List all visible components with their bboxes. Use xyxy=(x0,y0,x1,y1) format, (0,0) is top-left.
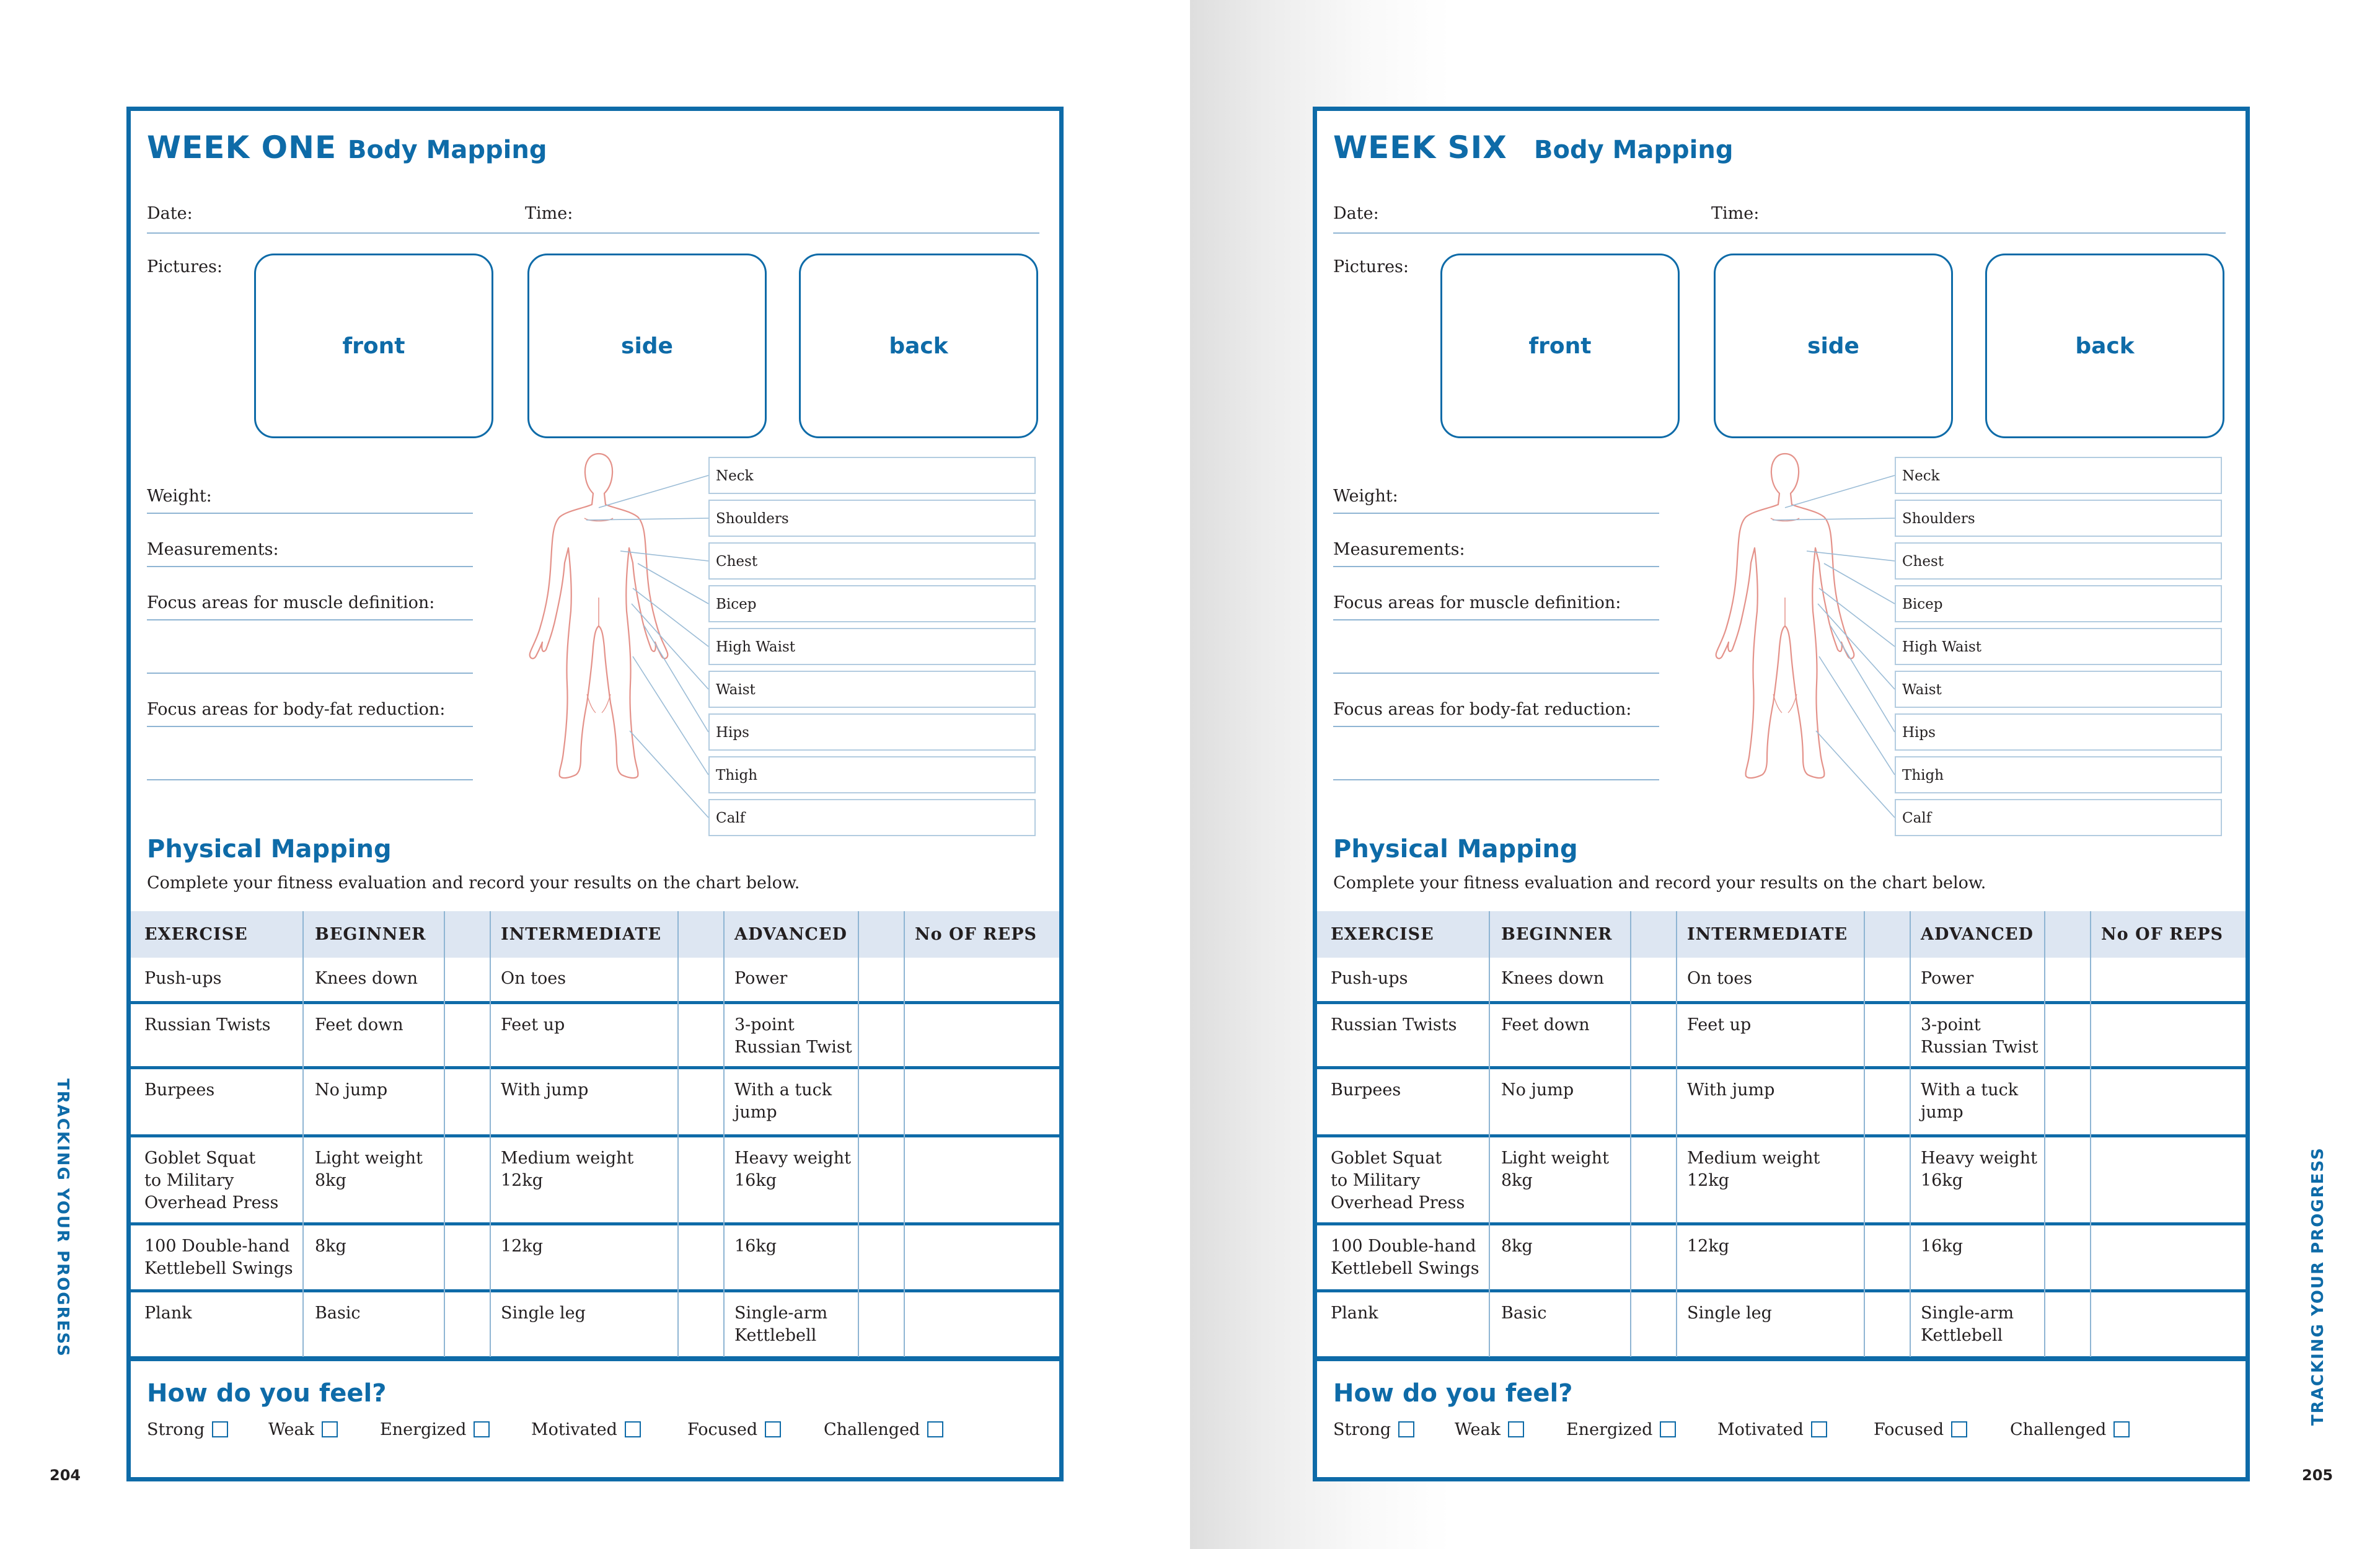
feel-checkbox[interactable] xyxy=(625,1421,641,1437)
page-number: 204 xyxy=(50,1467,81,1484)
measurement-box-neck[interactable] xyxy=(708,457,1036,494)
feel-checkbox[interactable] xyxy=(474,1421,490,1437)
advanced-reps-slot[interactable] xyxy=(2044,1069,2090,1134)
feel-checkbox[interactable] xyxy=(765,1421,781,1437)
feel-option-label: Strong xyxy=(1333,1420,1391,1439)
measurement-box-thigh[interactable] xyxy=(1895,756,2222,793)
cell-intermediate: On toes xyxy=(501,969,566,988)
bodyfat-focus-label: Focus areas for body-fat reduction: xyxy=(1333,700,1632,719)
photo-box-back[interactable] xyxy=(799,254,1038,438)
feel-option-motivated xyxy=(1717,1420,1827,1439)
cell-intermediate: Feet up xyxy=(501,1015,565,1035)
no-of-reps-slot[interactable] xyxy=(904,1004,1059,1066)
intermediate-reps-slot[interactable] xyxy=(1864,1292,1910,1356)
feel-option-focused xyxy=(687,1420,781,1439)
advanced-reps-slot[interactable] xyxy=(858,1225,904,1289)
beginner-reps-slot[interactable] xyxy=(1630,1004,1676,1066)
table-row xyxy=(1317,1069,2246,1137)
cell-advanced: jump xyxy=(1921,1103,1963,1122)
feel-checkbox[interactable] xyxy=(1508,1421,1524,1437)
no-of-reps-slot[interactable] xyxy=(904,1137,1059,1222)
intermediate-reps-slot[interactable] xyxy=(1864,1137,1910,1222)
no-of-reps-slot[interactable] xyxy=(904,958,1059,1001)
cell-advanced: 16kg xyxy=(734,1237,777,1256)
cell-intermediate: Feet up xyxy=(1687,1015,1752,1035)
cell-beginner: Feet down xyxy=(1501,1015,1590,1035)
table-row xyxy=(1317,958,2246,1004)
cell-advanced: Russian Twist xyxy=(1921,1038,2038,1057)
date-time-field[interactable] xyxy=(147,232,1039,234)
no-of-reps-slot[interactable] xyxy=(904,1069,1059,1134)
cell-exercise: Plank xyxy=(144,1304,192,1323)
cell-beginner: Feet down xyxy=(315,1015,403,1035)
cell-beginner: Basic xyxy=(1501,1304,1547,1323)
photo-box-side[interactable] xyxy=(527,254,767,438)
intermediate-reps-slot[interactable] xyxy=(677,1069,723,1134)
cell-beginner: 8kg xyxy=(1501,1237,1533,1256)
measurement-label: Shoulders xyxy=(716,511,789,527)
beginner-reps-slot[interactable] xyxy=(1630,1137,1676,1222)
advanced-reps-slot[interactable] xyxy=(2044,1137,2090,1222)
cell-advanced: Heavy weight xyxy=(734,1149,851,1168)
beginner-reps-slot[interactable] xyxy=(1630,1225,1676,1289)
muscle-field[interactable] xyxy=(147,619,473,620)
column-divider xyxy=(723,911,725,1359)
week-title: WEEK ONE xyxy=(147,130,337,165)
feel-option-label: Weak xyxy=(1455,1420,1501,1439)
bodyfat-focus-label: Focus areas for body-fat reduction: xyxy=(147,700,446,719)
cell-advanced: With a tuck xyxy=(1921,1080,2019,1100)
cell-advanced: Kettlebell xyxy=(734,1326,817,1345)
weight-field[interactable] xyxy=(147,513,473,514)
cell-exercise: Kettlebell Swings xyxy=(144,1259,293,1278)
measurement-box-neck[interactable] xyxy=(1895,457,2222,494)
feel-checkbox[interactable] xyxy=(1398,1421,1414,1437)
measurement-label: Calf xyxy=(716,810,746,826)
measurement-box-thigh[interactable] xyxy=(708,756,1036,793)
no-of-reps-slot[interactable] xyxy=(2090,1225,2246,1289)
time-label: Time: xyxy=(525,204,573,223)
physical-mapping-title: Physical Mapping xyxy=(147,835,392,863)
measurements-field[interactable] xyxy=(147,566,473,567)
date-label: Date: xyxy=(147,204,193,223)
measurement-label: Thigh xyxy=(716,767,758,783)
measurement-label: Waist xyxy=(716,682,756,698)
worksheet-frame xyxy=(126,107,1064,1481)
table-row xyxy=(131,1004,1059,1069)
cell-exercise: Kettlebell Swings xyxy=(1331,1259,1479,1278)
beginner-reps-slot[interactable] xyxy=(444,1225,490,1289)
intermediate-reps-slot[interactable] xyxy=(1864,1004,1910,1066)
cell-exercise: Push-ups xyxy=(144,969,222,988)
beginner-reps-slot[interactable] xyxy=(444,958,490,1001)
advanced-reps-slot[interactable] xyxy=(858,958,904,1001)
feel-option-challenged xyxy=(2010,1420,2130,1439)
muscle-field-line-2[interactable] xyxy=(1333,673,1659,674)
feel-checkbox[interactable] xyxy=(1951,1421,1967,1437)
no-of-reps-slot[interactable] xyxy=(904,1292,1059,1356)
measurement-label: Chest xyxy=(716,554,758,570)
no-of-reps-slot[interactable] xyxy=(904,1225,1059,1289)
measurement-box-high-waist[interactable] xyxy=(708,628,1036,665)
column-divider xyxy=(444,911,445,1359)
photo-box-label: front xyxy=(1528,333,1592,359)
feel-option-focused xyxy=(1874,1420,1967,1439)
intermediate-reps-slot[interactable] xyxy=(677,1292,723,1356)
pictures-label: Pictures: xyxy=(147,257,223,276)
date-label: Date: xyxy=(1333,204,1379,223)
measurement-box-bicep[interactable] xyxy=(708,585,1036,622)
header-reps: No OF REPS xyxy=(2101,925,2223,944)
cell-beginner: 8kg xyxy=(1501,1171,1533,1190)
table-row xyxy=(131,1292,1059,1359)
beginner-reps-slot[interactable] xyxy=(1630,958,1676,1001)
measurements-field[interactable] xyxy=(1333,566,1659,567)
table-row xyxy=(131,958,1059,1004)
cell-intermediate: On toes xyxy=(1687,969,1753,988)
measurement-box-waist[interactable] xyxy=(1895,671,2222,708)
header-exercise: EXERCISE xyxy=(1331,925,1434,944)
column-divider xyxy=(1489,911,1490,1359)
measurement-label: Bicep xyxy=(716,596,757,612)
cell-intermediate: 12kg xyxy=(501,1237,544,1256)
cell-advanced: 16kg xyxy=(1921,1237,1963,1256)
feel-option-label: Strong xyxy=(147,1420,205,1439)
column-divider xyxy=(904,911,905,1359)
physical-mapping-intro: Complete your fitness evaluation and record your results on the chart below. xyxy=(1333,873,1986,893)
cell-beginner: Light weight xyxy=(1501,1149,1609,1168)
cell-advanced: Heavy weight xyxy=(1921,1149,2037,1168)
beginner-reps-slot[interactable] xyxy=(444,1004,490,1066)
measurement-label: Shoulders xyxy=(1902,511,1975,527)
table-row xyxy=(1317,1225,2246,1292)
bodyfat-field[interactable] xyxy=(147,726,473,727)
beginner-reps-slot[interactable] xyxy=(444,1292,490,1356)
table-row xyxy=(1317,1004,2246,1069)
feel-option-strong xyxy=(147,1420,228,1439)
muscle-field[interactable] xyxy=(1333,619,1659,620)
cell-exercise: Overhead Press xyxy=(1331,1193,1465,1212)
cell-exercise: Goblet Squat xyxy=(144,1149,256,1168)
column-divider xyxy=(490,911,491,1359)
feel-option-weak xyxy=(1455,1420,1524,1439)
feel-option-label: Motivated xyxy=(531,1420,617,1439)
column-divider xyxy=(1910,911,1911,1359)
measurements-label: Measurements: xyxy=(147,540,279,559)
advanced-reps-slot[interactable] xyxy=(2044,1292,2090,1356)
cell-beginner: 8kg xyxy=(315,1171,346,1190)
measurement-label: High Waist xyxy=(716,639,796,655)
physical-mapping-title: Physical Mapping xyxy=(1333,835,1578,863)
cell-advanced: jump xyxy=(734,1103,777,1122)
measurement-box-high-waist[interactable] xyxy=(1895,628,2222,665)
cell-advanced: 16kg xyxy=(734,1171,777,1190)
measurement-label: Waist xyxy=(1902,682,1942,698)
advanced-reps-slot[interactable] xyxy=(2044,958,2090,1001)
cell-exercise: Plank xyxy=(1331,1304,1378,1323)
advanced-reps-slot[interactable] xyxy=(858,1069,904,1134)
cell-intermediate: Single leg xyxy=(1687,1304,1772,1323)
bodyfat-field[interactable] xyxy=(1333,726,1659,727)
feel-option-label: Challenged xyxy=(2010,1420,2107,1439)
page-right xyxy=(1190,0,2380,1549)
advanced-reps-slot[interactable] xyxy=(858,1292,904,1356)
weight-field[interactable] xyxy=(1333,513,1659,514)
intermediate-reps-slot[interactable] xyxy=(677,1225,723,1289)
beginner-reps-slot[interactable] xyxy=(1630,1069,1676,1134)
advanced-reps-slot[interactable] xyxy=(2044,1004,2090,1066)
feel-title: How do you feel? xyxy=(1333,1379,1573,1408)
column-divider xyxy=(2044,911,2045,1359)
feel-option-label: Motivated xyxy=(1717,1420,1804,1439)
cell-intermediate: With jump xyxy=(501,1080,589,1100)
feel-option-label: Challenged xyxy=(824,1420,920,1439)
table-row xyxy=(1317,1292,2246,1359)
bodyfat-field-line-2[interactable] xyxy=(1333,779,1659,780)
photo-box-front[interactable] xyxy=(1440,254,1680,438)
cell-intermediate: 12kg xyxy=(1687,1237,1730,1256)
feel-option-weak xyxy=(268,1420,338,1439)
column-divider xyxy=(2090,911,2091,1359)
week-title: WEEK SIX xyxy=(1333,130,1507,165)
cell-advanced: Kettlebell xyxy=(1921,1326,2003,1345)
cell-exercise: 100 Double-hand xyxy=(144,1237,290,1256)
feel-option-label: Focused xyxy=(1874,1420,1944,1439)
feel-title: How do you feel? xyxy=(147,1379,387,1408)
cell-intermediate: 12kg xyxy=(501,1171,544,1190)
measurement-box-shoulders[interactable] xyxy=(708,500,1036,537)
photo-box-label: side xyxy=(1807,333,1859,359)
feel-option-energized xyxy=(1566,1420,1676,1439)
cell-advanced: Russian Twist xyxy=(734,1038,852,1057)
worksheet-frame xyxy=(1313,107,2250,1481)
cell-exercise: to Military xyxy=(1331,1171,1421,1190)
feel-option-label: Energized xyxy=(380,1420,467,1439)
measurement-box-hips[interactable] xyxy=(1895,713,2222,751)
measurement-box-calf[interactable] xyxy=(708,799,1036,836)
measurement-box-waist[interactable] xyxy=(708,671,1036,708)
intermediate-reps-slot[interactable] xyxy=(1864,1225,1910,1289)
column-divider xyxy=(858,911,859,1359)
cell-beginner: Knees down xyxy=(1501,969,1604,988)
header-intermediate: INTERMEDIATE xyxy=(501,925,662,944)
cell-advanced: Single-arm xyxy=(734,1304,828,1323)
feel-checkbox[interactable] xyxy=(927,1421,943,1437)
cell-advanced: Single-arm xyxy=(1921,1304,2014,1323)
feel-checkbox[interactable] xyxy=(212,1421,228,1437)
feel-divider xyxy=(131,1357,1059,1361)
section-side-tab: TRACKING YOUR PROGRESS xyxy=(53,1079,72,1357)
cell-beginner: Light weight xyxy=(315,1149,423,1168)
cell-exercise: Russian Twists xyxy=(1331,1015,1457,1035)
measurement-label: Calf xyxy=(1902,810,1932,826)
weight-label: Weight: xyxy=(147,487,212,506)
page-number: 205 xyxy=(2302,1467,2334,1484)
section-subtitle: Body Mapping xyxy=(348,136,547,164)
cell-exercise: Push-ups xyxy=(1331,969,1408,988)
cell-intermediate: Medium weight xyxy=(501,1149,634,1168)
cell-exercise: Burpees xyxy=(144,1080,215,1100)
column-divider xyxy=(1676,911,1677,1359)
feel-option-challenged xyxy=(824,1420,943,1439)
advanced-reps-slot[interactable] xyxy=(858,1137,904,1222)
column-divider xyxy=(677,911,679,1359)
measurement-box-bicep[interactable] xyxy=(1895,585,2222,622)
cell-exercise: Overhead Press xyxy=(144,1193,279,1212)
measurement-box-chest[interactable] xyxy=(708,542,1036,580)
measurement-box-shoulders[interactable] xyxy=(1895,500,2222,537)
cell-beginner: No jump xyxy=(1501,1080,1574,1100)
muscle-focus-label: Focus areas for muscle definition: xyxy=(1333,593,1621,612)
column-divider xyxy=(302,911,304,1359)
cell-intermediate: Single leg xyxy=(501,1304,586,1323)
cell-advanced: Power xyxy=(1921,969,1974,988)
measurement-box-hips[interactable] xyxy=(708,713,1036,751)
cell-exercise: to Military xyxy=(144,1171,234,1190)
cell-advanced: 3-point xyxy=(1921,1015,1981,1035)
cell-exercise: 100 Double-hand xyxy=(1331,1237,1476,1256)
time-label: Time: xyxy=(1711,204,1760,223)
no-of-reps-slot[interactable] xyxy=(2090,1137,2246,1222)
cell-beginner: No jump xyxy=(315,1080,388,1100)
cell-intermediate: 12kg xyxy=(1687,1171,1730,1190)
date-time-field[interactable] xyxy=(1333,232,2226,234)
measurement-label: High Waist xyxy=(1902,639,1982,655)
intermediate-reps-slot[interactable] xyxy=(1864,1069,1910,1134)
pictures-label: Pictures: xyxy=(1333,257,1409,276)
photo-box-front[interactable] xyxy=(254,254,493,438)
body-outline-figure xyxy=(1714,449,1856,780)
feel-option-strong xyxy=(1333,1420,1414,1439)
measurement-label: Thigh xyxy=(1902,767,1944,783)
measurement-box-chest[interactable] xyxy=(1895,542,2222,580)
photo-box-side[interactable] xyxy=(1714,254,1953,438)
feel-option-label: Weak xyxy=(268,1420,314,1439)
measurement-box-calf[interactable] xyxy=(1895,799,2222,836)
bodyfat-field-line-2[interactable] xyxy=(147,779,473,780)
measurements-label: Measurements: xyxy=(1333,540,1465,559)
cell-advanced: Power xyxy=(734,969,788,988)
feel-checkbox[interactable] xyxy=(322,1421,338,1437)
measurement-label: Neck xyxy=(716,468,754,484)
intermediate-reps-slot[interactable] xyxy=(1864,958,1910,1001)
header-intermediate: INTERMEDIATE xyxy=(1687,925,1848,944)
photo-box-label: back xyxy=(889,333,948,359)
cell-exercise: Russian Twists xyxy=(144,1015,271,1035)
cell-beginner: 8kg xyxy=(315,1237,346,1256)
header-advanced: ADVANCED xyxy=(734,925,847,944)
feel-option-label: Focused xyxy=(687,1420,758,1439)
photo-box-label: back xyxy=(2075,333,2135,359)
no-of-reps-slot[interactable] xyxy=(2090,958,2246,1001)
advanced-reps-slot[interactable] xyxy=(858,1004,904,1066)
table-row xyxy=(131,1137,1059,1225)
section-side-tab: TRACKING YOUR PROGRESS xyxy=(2309,1147,2327,1426)
cell-advanced: 16kg xyxy=(1921,1171,1963,1190)
cell-exercise: Burpees xyxy=(1331,1080,1401,1100)
feel-checkbox[interactable] xyxy=(1811,1421,1827,1437)
feel-option-energized xyxy=(380,1420,490,1439)
header-beginner: BEGINNER xyxy=(1501,925,1613,944)
cell-intermediate: Medium weight xyxy=(1687,1149,1820,1168)
cell-intermediate: With jump xyxy=(1687,1080,1775,1100)
feel-checkbox[interactable] xyxy=(2113,1421,2130,1437)
body-outline-figure xyxy=(527,449,670,780)
beginner-reps-slot[interactable] xyxy=(444,1069,490,1134)
no-of-reps-slot[interactable] xyxy=(2090,1292,2246,1356)
muscle-field-line-2[interactable] xyxy=(147,673,473,674)
photo-box-label: side xyxy=(621,333,673,359)
header-advanced: ADVANCED xyxy=(1921,925,2034,944)
weight-label: Weight: xyxy=(1333,487,1398,506)
photo-box-back[interactable] xyxy=(1985,254,2224,438)
header-exercise: EXERCISE xyxy=(144,925,248,944)
intermediate-reps-slot[interactable] xyxy=(677,958,723,1001)
beginner-reps-slot[interactable] xyxy=(444,1137,490,1222)
no-of-reps-slot[interactable] xyxy=(2090,1004,2246,1066)
cell-advanced: 3-point xyxy=(734,1015,795,1035)
table-row xyxy=(131,1225,1059,1292)
measurement-label: Hips xyxy=(1902,725,1936,741)
intermediate-reps-slot[interactable] xyxy=(677,1004,723,1066)
beginner-reps-slot[interactable] xyxy=(1630,1292,1676,1356)
feel-divider xyxy=(1317,1357,2246,1361)
advanced-reps-slot[interactable] xyxy=(2044,1225,2090,1289)
column-divider xyxy=(1630,911,1631,1359)
section-subtitle: Body Mapping xyxy=(1534,136,1734,164)
cell-exercise: Goblet Squat xyxy=(1331,1149,1442,1168)
measurement-label: Bicep xyxy=(1902,596,1943,612)
feel-checkbox[interactable] xyxy=(1660,1421,1676,1437)
measurement-label: Chest xyxy=(1902,554,1944,570)
table-row xyxy=(131,1069,1059,1137)
muscle-focus-label: Focus areas for muscle definition: xyxy=(147,593,435,612)
feel-option-label: Energized xyxy=(1566,1420,1653,1439)
intermediate-reps-slot[interactable] xyxy=(677,1137,723,1222)
table-row xyxy=(1317,1137,2246,1225)
column-divider xyxy=(1864,911,1865,1359)
header-reps: No OF REPS xyxy=(915,925,1037,944)
cell-beginner: Basic xyxy=(315,1304,361,1323)
no-of-reps-slot[interactable] xyxy=(2090,1069,2246,1134)
cell-beginner: Knees down xyxy=(315,969,418,988)
feel-option-motivated xyxy=(531,1420,641,1439)
cell-advanced: With a tuck xyxy=(734,1080,832,1100)
photo-box-label: front xyxy=(342,333,405,359)
measurement-label: Hips xyxy=(716,725,749,741)
physical-mapping-intro: Complete your fitness evaluation and record your results on the chart below. xyxy=(147,873,800,893)
measurement-label: Neck xyxy=(1902,468,1940,484)
header-beginner: BEGINNER xyxy=(315,925,426,944)
